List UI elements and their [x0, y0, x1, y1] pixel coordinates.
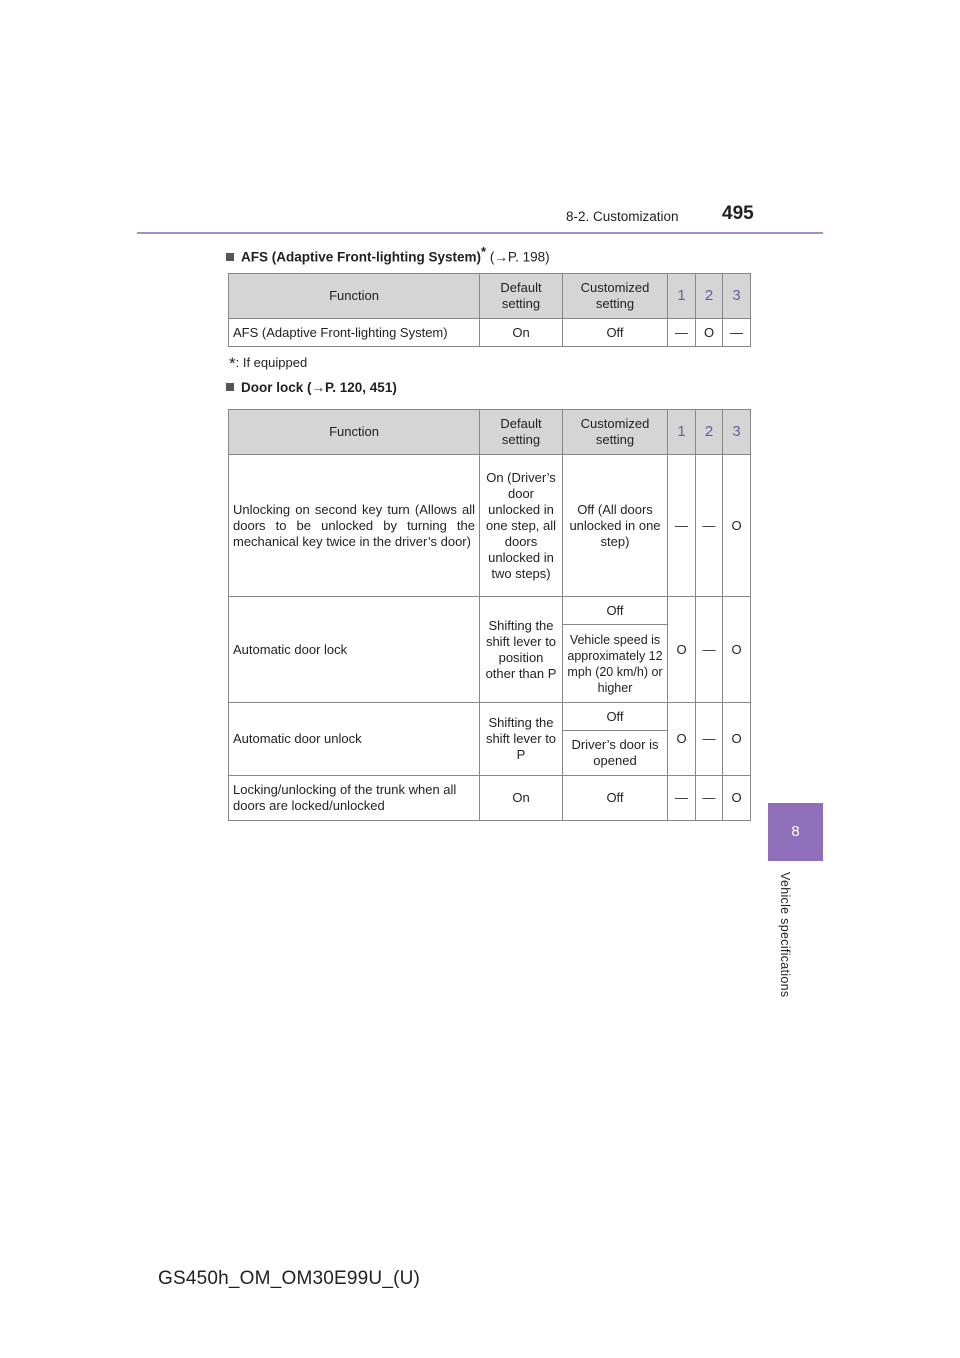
mark-cell-2: O — [696, 319, 723, 347]
table-row — [229, 319, 751, 347]
mark-cell-3: O — [723, 776, 751, 821]
footnote-mark: * — [229, 354, 236, 373]
door-lock-table — [228, 409, 751, 821]
mark-cell-1: — — [668, 776, 696, 821]
afs-heading-mark: * — [481, 244, 487, 259]
mark-cell-1: — — [668, 455, 696, 597]
customized-cell: Off (All doors unlocked in one step) — [563, 455, 668, 597]
mark-cell-2: — — [696, 455, 723, 597]
square-bullet-icon — [226, 253, 234, 261]
default-cell: On (Driver’s door unlocked in one step, all doors unlocked in two steps) — [480, 455, 563, 597]
mark-cell-3: — — [723, 319, 751, 347]
col-1: 1 — [668, 410, 696, 455]
mark-cell-1: — — [668, 319, 696, 347]
table-header-row — [229, 274, 751, 319]
col-2: 2 — [696, 274, 723, 319]
customized-cell: Off — [563, 597, 668, 625]
col-default: Default setting — [480, 410, 563, 455]
chapter-tab[interactable] — [768, 803, 823, 861]
mark-cell-2: — — [696, 597, 723, 703]
afs-table — [228, 273, 751, 347]
col-function: Function — [229, 274, 480, 319]
customized-cell: Off — [563, 703, 668, 731]
customized-cell: Driver’s door is opened — [563, 731, 668, 776]
table-row — [229, 703, 751, 731]
afs-heading-text: AFS (Adaptive Front-lighting System) — [241, 249, 482, 265]
default-cell: On — [480, 776, 563, 821]
mark-cell-3: O — [723, 703, 751, 776]
afs-heading-ref[interactable]: (→P. 198) — [486, 249, 550, 265]
mark-cell-2: — — [696, 703, 723, 776]
door-lock-heading — [226, 380, 397, 395]
col-customized: Customized setting — [563, 274, 668, 319]
function-cell: Automatic door unlock — [229, 703, 480, 776]
door-lock-heading-text: Door lock — [241, 380, 304, 395]
chapter-label: Vehicle specifications — [778, 872, 792, 998]
chapter-number: 8 — [791, 823, 800, 840]
footnote-text: : If equipped — [235, 355, 308, 370]
col-default: Default setting — [480, 274, 563, 319]
table-header-row — [229, 410, 751, 455]
mark-cell-3: O — [723, 455, 751, 597]
function-cell: AFS (Adaptive Front-lighting System) — [229, 319, 480, 347]
mark-cell-3: O — [723, 597, 751, 703]
col-customized: Customized setting — [563, 410, 668, 455]
col-function: Function — [229, 410, 480, 455]
customized-cell: Off — [563, 319, 668, 347]
mark-cell-1: O — [668, 597, 696, 703]
function-cell: Locking/unlocking of the trunk when all doors are locked/unlocked — [229, 776, 480, 821]
section-title: 8-2. Customization — [566, 209, 679, 224]
mark-cell-2: — — [696, 776, 723, 821]
document-code: GS450h_OM_OM30E99U_(U) — [158, 1268, 421, 1289]
col-3: 3 — [723, 410, 751, 455]
table-row — [229, 597, 751, 625]
default-cell: On — [480, 319, 563, 347]
col-1: 1 — [668, 274, 696, 319]
footnote — [229, 354, 307, 374]
mark-cell-1: O — [668, 703, 696, 776]
afs-heading — [226, 244, 550, 265]
customized-cell: Off — [563, 776, 668, 821]
page-number: 495 — [722, 203, 754, 224]
door-lock-heading-ref[interactable]: (→P. 120, 451) — [303, 380, 397, 395]
header-rule — [137, 232, 823, 234]
function-cell: Automatic door lock — [229, 597, 480, 703]
default-cell: Shifting the shift lever to position other than P — [480, 597, 563, 703]
table-row — [229, 455, 751, 597]
col-3: 3 — [723, 274, 751, 319]
function-cell: Unlocking on second key turn (Allows all doors to be unlocked by turning the mechanical key twice in the driver’s door) — [229, 455, 480, 597]
square-bullet-icon — [226, 383, 234, 391]
col-2: 2 — [696, 410, 723, 455]
table-row — [229, 776, 751, 821]
default-cell: Shifting the shift lever to P — [480, 703, 563, 776]
customized-cell: Vehicle speed is approximately 12 mph (20 km/h) or higher — [563, 625, 668, 703]
